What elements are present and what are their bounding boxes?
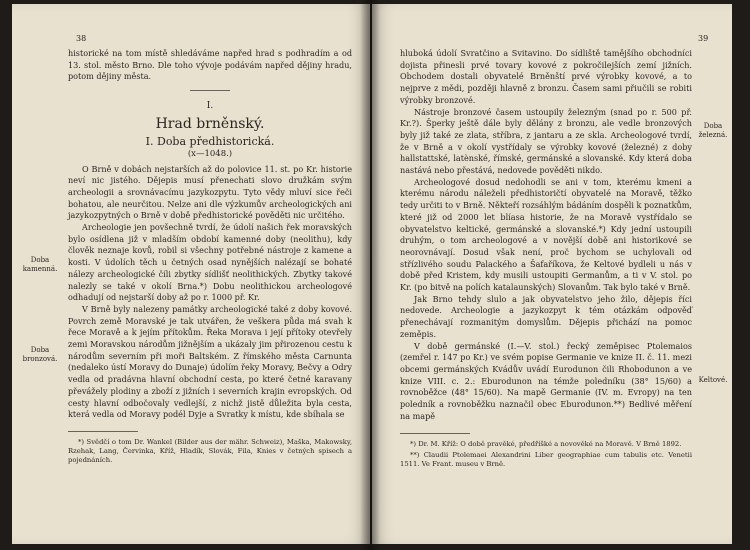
paragraph: V Brně byly nalezeny památky archeologické také z doby kovové. Povrch země Moravské je tak utvářen, že veškera půda má svah k řece Moravě a k jejím přítokům. Řeka Morava i její přítoky otevřely zemi Moravskou národům jižnějším a ukázaly jim přirozenou cestu k národům severním při moři Baltském. Z římského města Carnunta (nedaleko ústí Moravy do Dunaje) údolím řeky Moravy, Bečvy a Odry vedla od pradávna hlavní obchodní cesta, po které četné karavany převážely plodiny a zboží z jižních i severních krajin evropských. Od cesty hlavní odbočovaly vedlejší, z nichž jistě důležita byla cesta, která vedla od Moravy podél Dyje a Svratky k místu, kde sbíhala se <box>68 303 352 420</box>
paragraph: Archeologové dosud nedohodli se ani v tom, kterému kmeni a kterému národu náleželi předhistoričtí obyvatelé na Moravě, těžko tedy určiti to v Brně. Někteří rozsáhlým bádáním dospěli k poznatkům, které již od 2000 let blíasa historie, že na Moravě vystřídalo se obyvatelstvo keltické, germánské a slovanské.*) Kdy jední ustoupili druhým, o tom archeologové a v novější době ani historikové se neorovnávají. Dosud však není, proč bychom se uchylovali od střízlivého soudu Palackého a Šafaříkova, že Keltové bydleli u nás v době před Kristem, kdy musili ustoupiti Germanům, a ti v V. stol. po Kr. (po bitvě na polích katalaunských) Slovanům. Tak bylo také v Brně. <box>400 176 692 293</box>
paragraph: Nástroje bronzové časem ustoupily železným (snad po r. 500 př. Kr.?). Šperky ještě dále byly dělány z bronzu, ale vedle bronzových byly již také ze zlata, stříbra, z jantaru a ze skla. Archeologové tvrdí, že v Brně a v okolí vystřídaly se výrobky kovové (železné) z doby hallstattské, latènské, římské, germánské a slovanské. Kdy která doba nastává nebo přestává, nedovede pověděti nikdo. <box>400 106 692 176</box>
section-title: Hrad brněnský. <box>155 115 265 132</box>
margin-note-bronze-age: Doba bronzová. <box>22 346 58 363</box>
section-number: I. <box>206 101 214 112</box>
margin-note-stone-age: Doba kamenná. <box>22 256 58 273</box>
left-page-number: 38 <box>76 34 87 43</box>
footnote-divider <box>400 433 470 434</box>
footnote: *) Dr. M. Kříž: O době pravěké, předříšké a novověké na Moravě. V Brně 1892. <box>410 439 682 448</box>
footnote: **) Claudii Ptolemaei Alexandrini Liber geographiae cum tabulis etc. Venetii 1511. Ve Frant. museu v Brně. <box>400 450 692 468</box>
margin-note-iron-age: Doba železná. <box>698 122 728 139</box>
left-page <box>12 4 370 544</box>
subsection-title: I. Doba předhistorická. <box>145 134 275 148</box>
paragraph: Archeologie jen povšechně tvrdí, že údolí našich řek moravských bylo osídlena již v mladším období kamenné doby (neolithu), kdy člověk neznaje kovů, robil si všechny potřebné nástroje z kamene a kosti. V údolích těch u četných osad nynějších nalézají se bohaté nálezy archeologické číli zbytky sídlišť neolithických. Zbytky takové nalezly se také v okolí Brna.*) Dobu neolithickou archeologové odhadují od nejstarší doby až po r. 1000 př. Kr. <box>68 222 352 303</box>
paragraph: O Brně v dobách nejstarších až do polovice 11. st. po Kr. historie neví nic jistého. Dějepis musí přenechati slovo družkám svým archeologii a srovnávacímu jazykozpytu. Tyto vědy mluví sice řeči bohatou, ale neurčitou. Nelze ani dle výzkumův archeologických ani jazykozpytných o Brně v době předhistorické pověděti nic určitého. <box>68 163 352 221</box>
right-page-number: 39 <box>698 34 709 43</box>
right-page <box>372 4 732 544</box>
footnote: *) Svědčí o tom Dr. Wankel (Bilder aus der mähr. Schweiz), Maška, Makowsky, Rzehak, Lang, Červinka, Kříž, Hladík, Slovák, Fila, Knies v četných spisech a pojednáních. <box>68 437 352 464</box>
book-gutter <box>360 0 380 550</box>
paragraph: hluboká údolí Svratčino a Svitavino. Do sídliště tamějšího obchodníci dojista přinesli prvé tovary kovové z pokročilejších zemí jižních. Obchodem dostali obyvatelé Brněnští prvé výrobky kovové, a to nejprve z mědi, později hlavně z bronzu. Časem sami přiučili se robiti výrobky bronzové. <box>400 48 692 105</box>
left-page-body <box>68 48 352 467</box>
intro-paragraph: historické na tom místě shledáváme napřed hrad s podhradím a od 13. stol. město Brno. Dle toho vývoje podávám napřed dějiny hradu, potom dějiny města. <box>68 48 352 82</box>
right-page-body <box>400 48 692 471</box>
divider <box>190 90 230 91</box>
paragraph: V době germánské (I.—V. stol.) řecký zeměpisec Ptolemaios (zemřel r. 147 po Kr.) ve svém popise Germanie ve knize II. č. 11. mezi obcemi germánských Kvádův uvádí Eurodunon čili Rhobodunon a ve knize VIII. c. 2.: Eburodunon na témže poledníku (38° 15/60) a rovnoběžce (48° 15/60). Na mapě Germanie (IV. m. Evropy) na ten poledník a rovnoběžku naznačil obec Eburodunon.**) Bedlivé měření na mapě <box>400 340 692 421</box>
paragraph: Jak Brno tehdy slulo a jak obyvatelstvo jeho žilo, dějepis říci nedovede. Archeologie a jazykozpyt k tém otázkám odpověď přenechávají rozmanitým domyslům. Dějepis přichází na pomoc zeměpis. <box>400 293 692 339</box>
margin-note-celts: Keltové. <box>698 376 728 384</box>
subsection-dates: (x—1048.) <box>187 148 233 159</box>
footnote-divider <box>68 431 138 432</box>
